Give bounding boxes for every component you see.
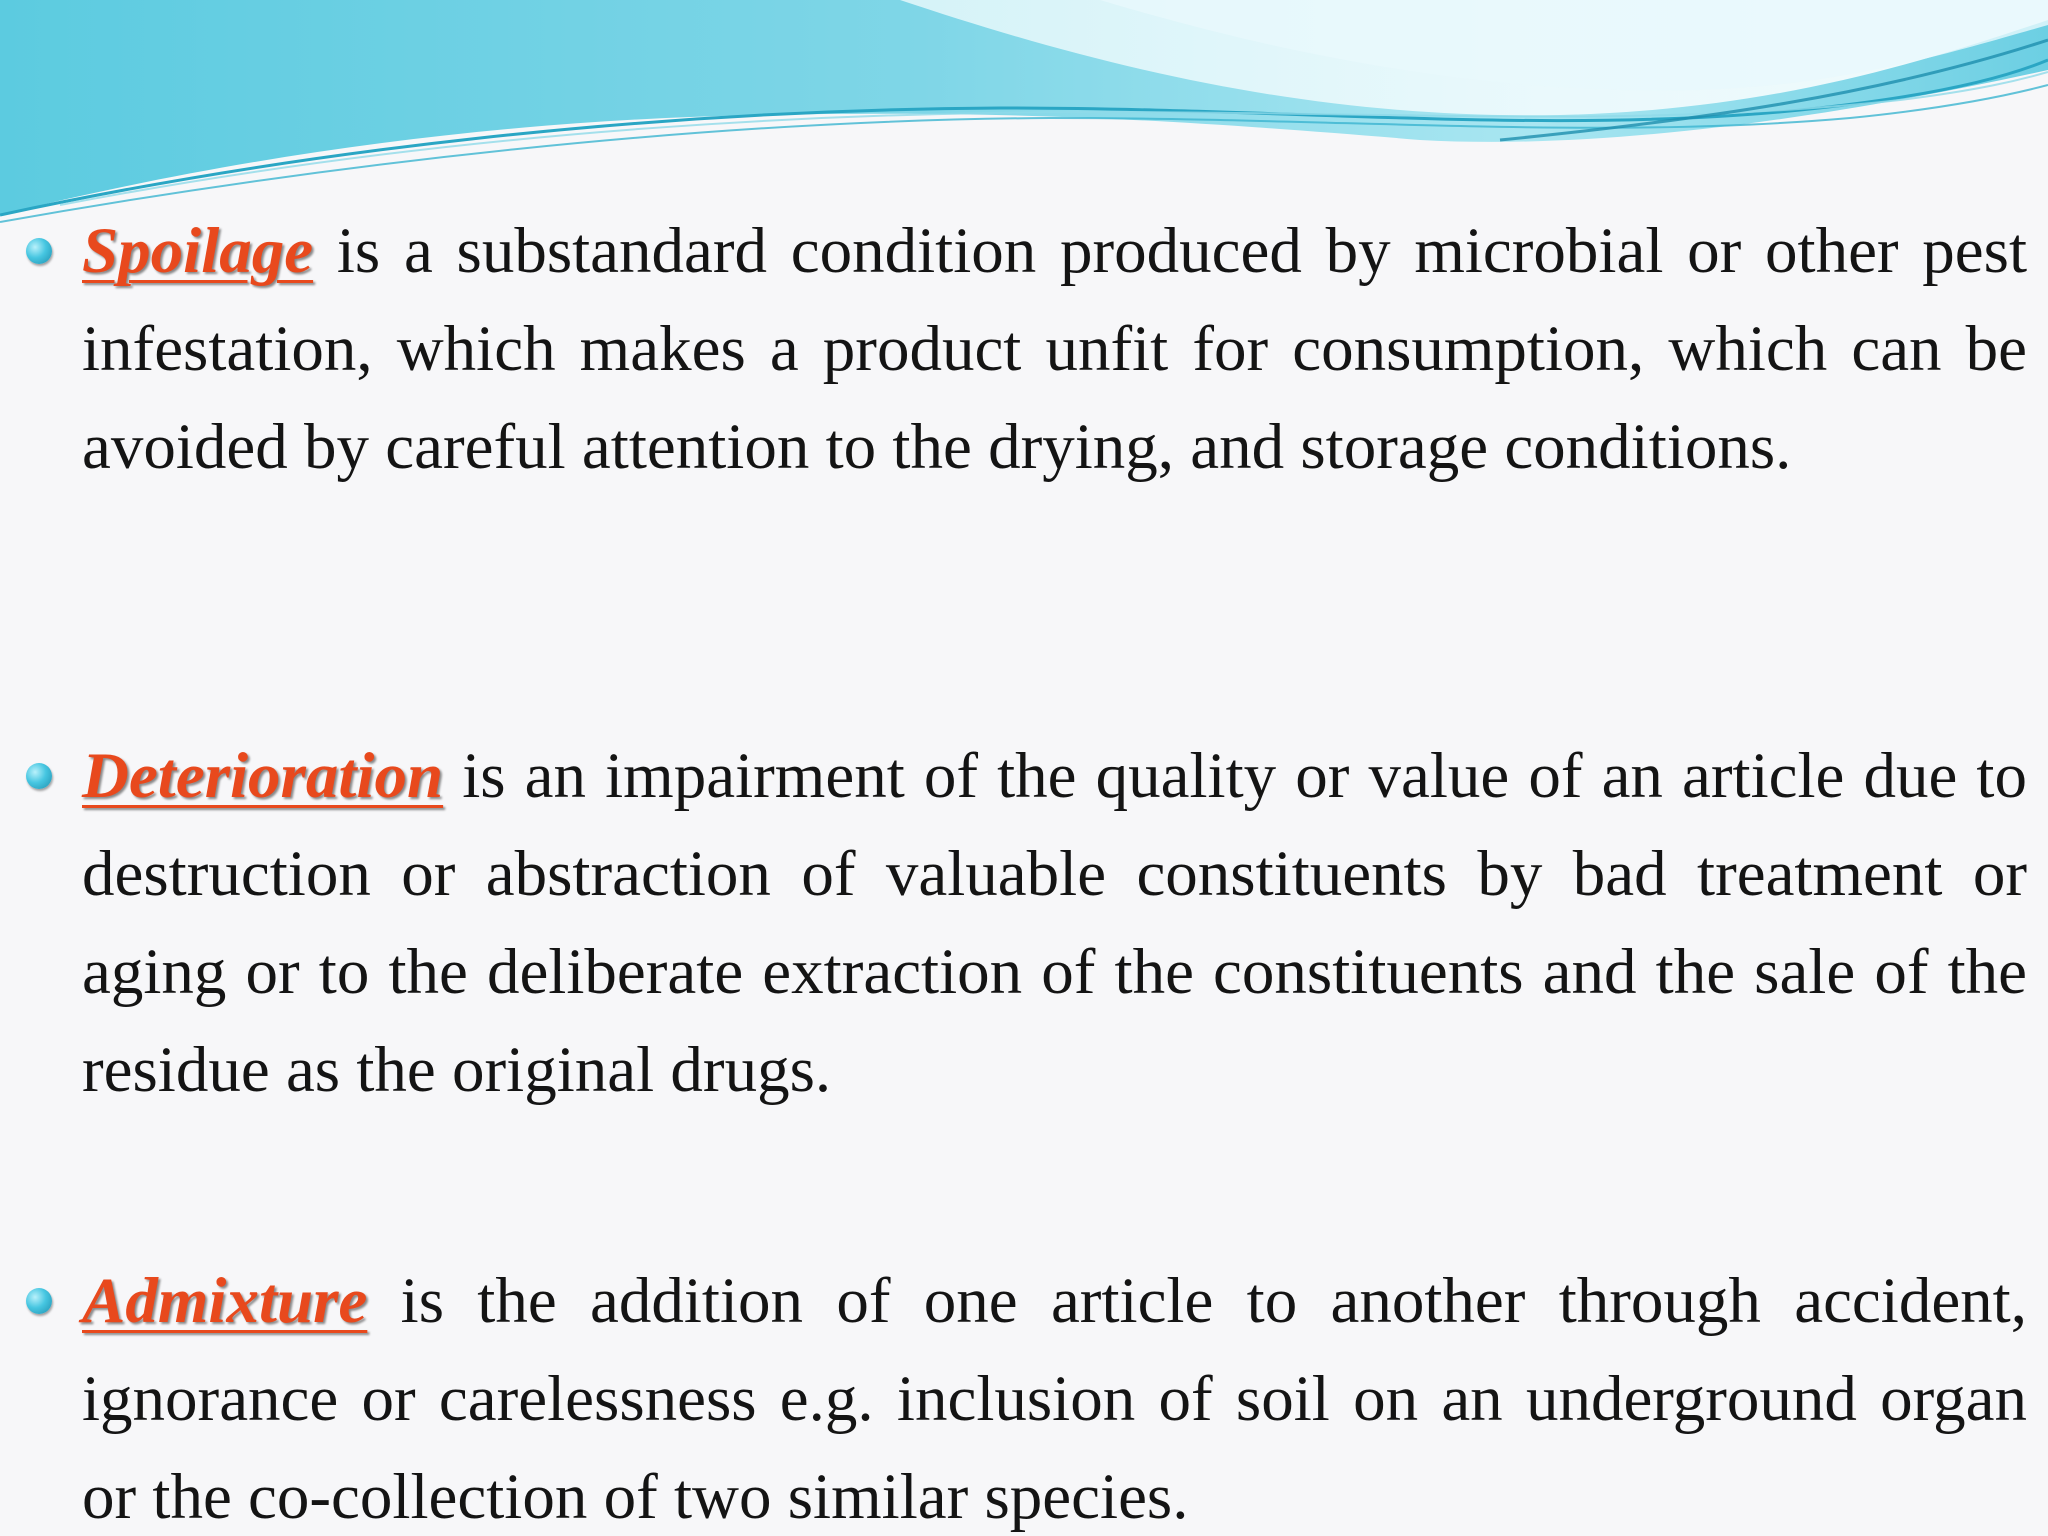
definition-deterioration: is an impairment of the quality or value of an article due to destruction or abstraction of valuable constituents by bad treatment or aging or to the deliberate extraction of the constituents and the sale of the residue as the original drugs. — [82, 740, 2027, 1106]
definition-admixture: is the addition of one article to another through accident, ignorance or carelessness e.g. inclusion of soil on an underground organ or the co-collection of two similar species. — [82, 1265, 2027, 1533]
bullet-spoilage — [82, 202, 2027, 496]
term-admixture: Admixture — [82, 1265, 368, 1337]
bullet-dot-icon — [26, 1288, 52, 1314]
bullet-deterioration — [82, 727, 2027, 1119]
term-spoilage: Spoilage — [82, 215, 314, 287]
bullet-admixture — [82, 1252, 2027, 1536]
bullet-dot-icon — [26, 238, 52, 264]
term-deterioration: Deterioration — [82, 740, 444, 812]
bullet-dot-icon — [26, 763, 52, 789]
definition-spoilage: is a substandard condition produced by microbial or other pest infestation, which makes a product unfit for consumption, which can be avoided by careful attention to the drying, and storage conditions. — [82, 215, 2027, 483]
